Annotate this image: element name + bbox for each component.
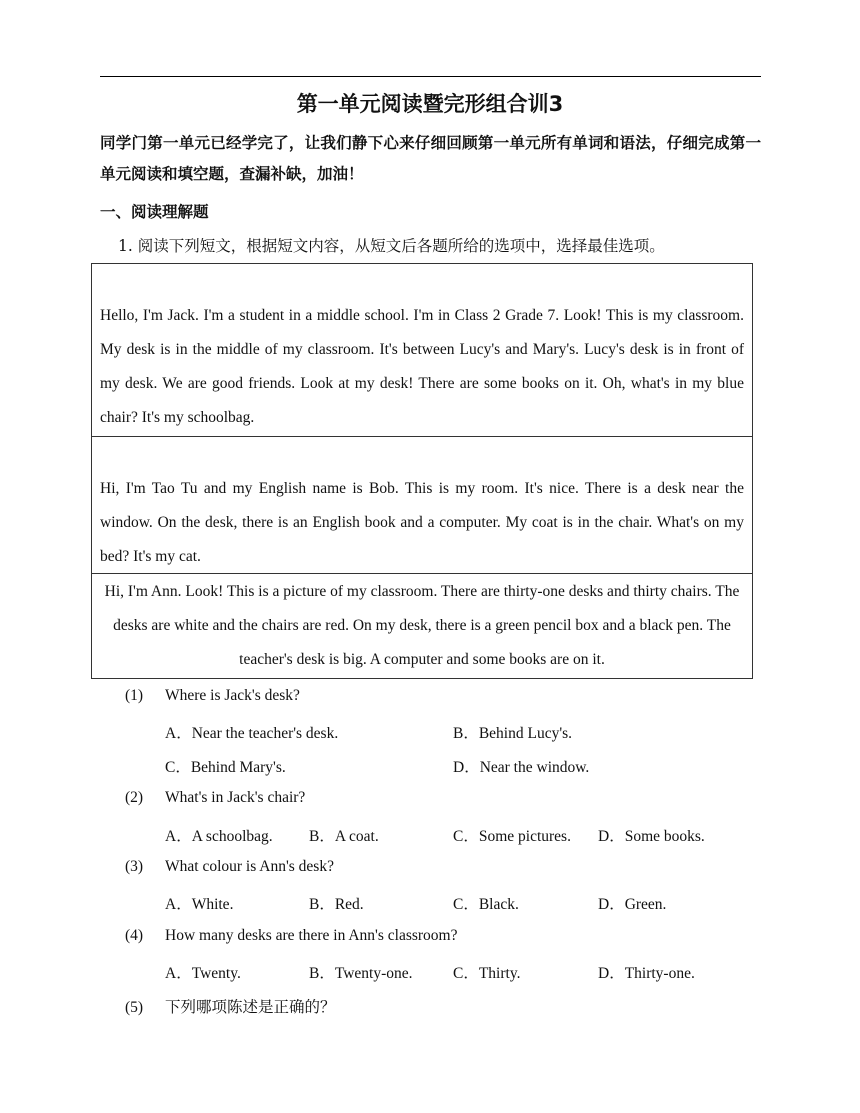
passage-bob: Hi, I'm Tao Tu and my English name is Bob. This is my room. It's nice. There is a desk near the window. On the desk, there is an English book and a computer. My coat is in the chair. What's on my bed? It's my cat. [92, 436, 752, 573]
q2-option-c[interactable]: C．Some pictures. [453, 828, 571, 845]
q1-option-a[interactable]: A．Near the teacher's desk. [165, 725, 339, 742]
question-4 [125, 927, 458, 945]
intro-text: 同学门第一单元已经学完了，让我们静下心来仔细回顾第一单元所有单词和语法，仔细完成第一单元阅读和填空题，查漏补缺，加油！ [100, 134, 761, 183]
question-text: How many desks are there in Ann's classroom? [165, 927, 458, 944]
question-5 [125, 995, 336, 1017]
question-number: (5) [125, 999, 144, 1016]
q2-option-a[interactable]: A．A schoolbag. [165, 828, 273, 845]
q4-option-a[interactable]: A．Twenty. [165, 965, 241, 982]
header-rule [100, 76, 761, 77]
q1-option-d[interactable]: D．Near the window. [453, 759, 590, 776]
section-heading: 一、阅读理解题 [100, 203, 209, 221]
question-text: What colour is Ann's desk? [165, 858, 334, 875]
question-1 [125, 687, 300, 705]
page-title: 第一单元阅读暨完形组合训3 [296, 92, 564, 116]
question-instruction: 1. 阅读下列短文，根据短文内容，从短文后各题所给的选项中，选择最佳选项。 [118, 237, 665, 255]
q1-option-c[interactable]: C．Behind Mary's. [165, 759, 286, 776]
q4-option-c[interactable]: C．Thirty. [453, 965, 521, 982]
question-2 [125, 789, 305, 807]
question-text: What's in Jack's chair? [165, 789, 306, 806]
q3-option-d[interactable]: D．Green. [598, 896, 667, 913]
question-number: (2) [125, 789, 144, 806]
q4-option-b[interactable]: B．Twenty-one. [309, 965, 413, 982]
q1-option-b[interactable]: B．Behind Lucy's. [453, 725, 573, 742]
question-3 [125, 858, 334, 876]
q2-option-b[interactable]: B．A coat. [309, 828, 379, 845]
q4-option-d[interactable]: D．Thirty-one. [598, 965, 695, 982]
question-text: 下列哪项陈述是正确的？ [165, 998, 336, 1016]
passage-table [91, 263, 753, 679]
question-number: (3) [125, 858, 144, 875]
question-number: (1) [125, 687, 144, 704]
question-text: Where is Jack's desk? [165, 687, 300, 704]
passage-ann: Hi, I'm Ann. Look! This is a picture of my classroom. There are thirty-one desks and thirty chairs. The desks are white and the chairs are red. On my desk, there is a green pencil box and a black pen. The teacher's desk is big. A computer and some books are on it. [92, 573, 752, 678]
q3-option-a[interactable]: A．White. [165, 896, 234, 913]
question-number: (4) [125, 927, 144, 944]
passage-jack: Hello, I'm Jack. I'm a student in a middle school. I'm in Class 2 Grade 7. Look! This is my classroom. My desk is in the middle of my classroom. It's between Lucy's and Mary's. Lucy's desk is in front of my desk. We are good friends. Look at my desk! There are some books on it. Oh, what's in my blue chair? It's my schoolbag. [100, 307, 744, 426]
q3-option-b[interactable]: B．Red. [309, 896, 364, 913]
q2-option-d[interactable]: D．Some books. [598, 828, 705, 845]
q3-option-c[interactable]: C．Black. [453, 896, 519, 913]
